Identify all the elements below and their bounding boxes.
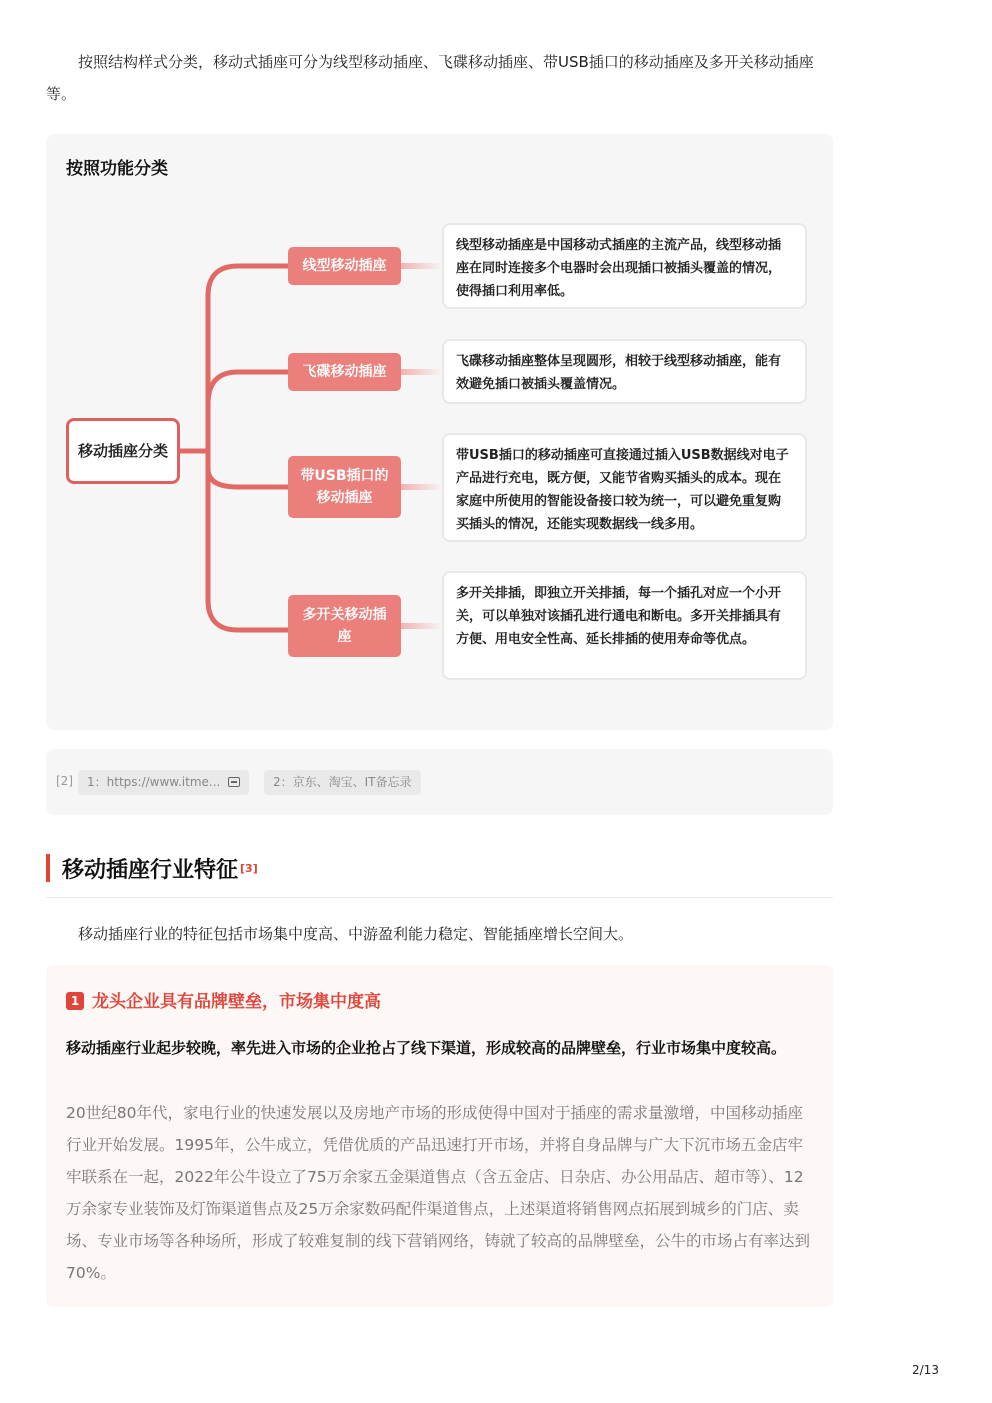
feature-body: 20世纪80年代，家电行业的快速发展以及房地产市场的形成使得中国对于插座的需求量激增，中国移动插座行业开始发展。1995年，公牛成立，凭借优质的产品迅速打开市场，并将自身品牌与广大下沉市场五金店牢牢联系在一起，2022年公牛设立了75万余家五金渠道售点（含五金店、日杂店、办公用品店、超市等）、12万余家专业装饰及灯饰渠道售点及25万余家数码配件渠道售点，上述渠道将销售网点拓展到城乡的门店、卖场、专业市场等各种场所，形成了较难复制的线下营销网络，铸就了较高的品牌壁垒，公牛的市场占有率达到70%。 — [66, 1104, 811, 1282]
branch-description: 带USB插口的移动插座可直接通过插入USB数据线对电子产品进行充电，既方便，又能节省购买插头的成本。现在家庭中所使用的智能设备接口较为统一，可以避免重复购买插头的情况，还能实现数据线一线多用。 — [442, 433, 807, 542]
citation-link[interactable]: [3] — [240, 861, 258, 875]
function-classification-card — [46, 134, 833, 730]
reference-source: 2：京东、淘宝、IT备忘录 — [264, 770, 421, 795]
card-title: 按照功能分类 — [66, 159, 168, 179]
reference-link-label: 1：https://www.itme... — [87, 775, 221, 789]
branch-connector-fade — [401, 369, 443, 375]
page-number: 2/13 — [912, 1363, 939, 1377]
branch-ufo-socket: 飞碟移动插座 — [288, 353, 401, 391]
intro-paragraph: 按照结构样式分类，移动式插座可分为线型移动插座、飞碟移动插座、带USB插口的移动插座及多开关移动插座等。 — [46, 53, 814, 103]
branch-description: 线型移动插座是中国移动式插座的主流产品，线型移动插座在同时连接多个电器时会出现插口被插头覆盖的情况，使得插口利用率低。 — [442, 223, 807, 309]
branch-description: 飞碟移动插座整体呈现圆形，相较于线型移动插座，能有效避免插口被插头覆盖情况。 — [442, 339, 807, 404]
section-accent-bar — [46, 854, 50, 882]
mindmap-root: 移动插座分类 — [66, 418, 180, 484]
section-title: 移动插座行业特征 — [62, 857, 239, 883]
section-heading — [46, 853, 258, 883]
divider — [46, 897, 833, 898]
branch-usb-socket: 带USB插口的移动插座 — [288, 456, 401, 518]
branch-connector-fade — [401, 623, 443, 629]
section-intro: 移动插座行业的特征包括市场集中度高、中游盈利能力稳定、智能插座增长空间大。 — [78, 925, 634, 943]
branch-line-socket: 线型移动插座 — [288, 247, 401, 285]
branch-multi-switch-socket: 多开关移动插座 — [288, 595, 401, 657]
feature-number-badge: 1 — [66, 992, 84, 1010]
external-link-icon — [228, 777, 240, 787]
reference-index: [2] — [56, 774, 73, 788]
reference-link[interactable] — [78, 770, 249, 795]
references-bar — [46, 749, 833, 815]
branch-connector-fade — [401, 263, 443, 269]
branch-connector-fade — [401, 484, 443, 490]
feature-title: 龙头企业具有品牌壁垒，市场集中度高 — [92, 992, 381, 1012]
feature-summary: 移动插座行业起步较晚，率先进入市场的企业抢占了线下渠道，形成较高的品牌壁垒，行业市场集中度较高。 — [66, 1039, 787, 1057]
feature-card — [46, 965, 833, 1307]
branch-description: 多开关排插，即独立开关排插，每一个插孔对应一个小开关，可以单独对该插孔进行通电和断电。多开关排插具有方便、用电安全性高、延长排插的使用寿命等优点。 — [442, 571, 807, 680]
